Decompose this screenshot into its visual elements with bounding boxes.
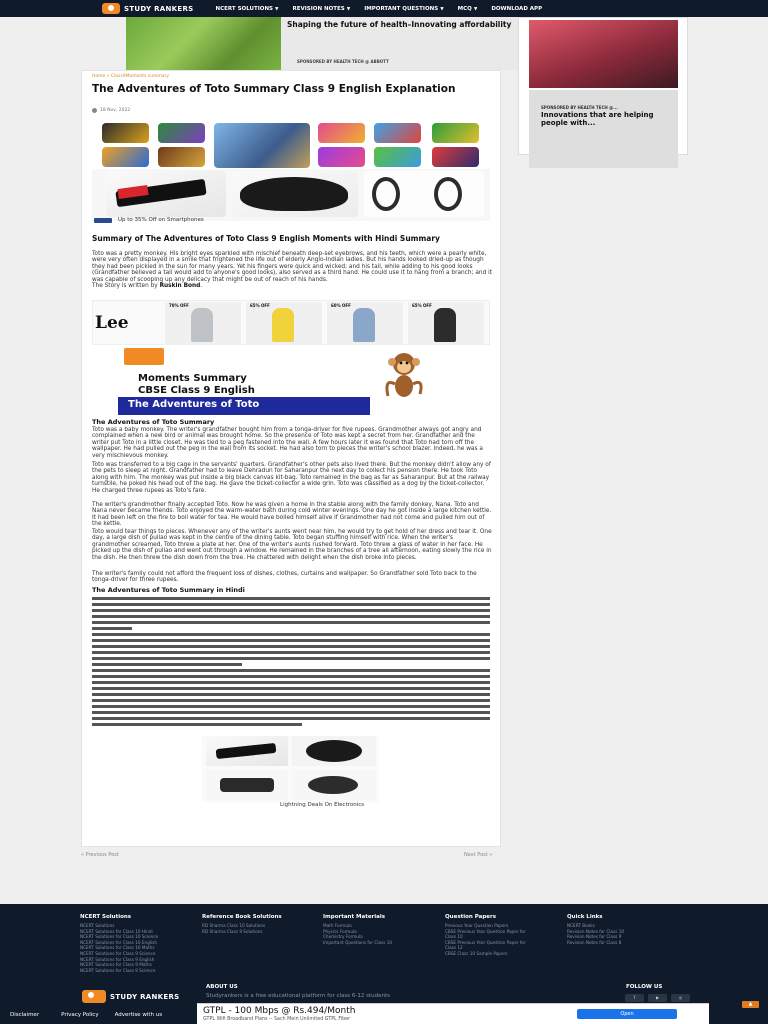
product-ad[interactable] (92, 169, 490, 221)
logo-text: STUDY RANKERS (124, 4, 194, 13)
top-navigation (0, 0, 768, 17)
nav-ncert-solutions[interactable] (216, 6, 279, 12)
disclaimer-link[interactable]: Disclaimer (10, 1012, 40, 1018)
ad-title[interactable]: Shaping the future of health–Innovating affordability (287, 20, 512, 29)
monkey-illustration (382, 348, 426, 404)
privacy-policy-link[interactable]: Privacy Policy (61, 1012, 99, 1018)
discount-badge: 65% OFF (412, 303, 432, 308)
article-card (81, 70, 501, 847)
lee-clothing-ad[interactable] (92, 300, 490, 345)
ad-text-box (529, 90, 678, 168)
sticky-bottom-ad[interactable] (197, 1003, 709, 1024)
footer-heading: Reference Book Solutions (202, 914, 282, 920)
ad-title[interactable]: GTPL - 100 Mbps @ Rs.494/Month (203, 1006, 356, 1016)
date-text: 18 Nov, 2022 (100, 108, 131, 113)
footer-link[interactable]: Chemistry Formula (323, 934, 363, 940)
discount-badge: 60% OFF (331, 303, 351, 308)
game-apps-ad[interactable] (102, 123, 482, 168)
footer-link[interactable]: NCERT Books (567, 923, 595, 928)
breadcrumb[interactable]: Home » Class9Moments summary (92, 74, 170, 79)
site-logo[interactable] (102, 3, 194, 14)
app-tile[interactable] (318, 147, 365, 167)
page-title: The Adventures of Toto Summary Class 9 English Explanation (92, 83, 456, 95)
ad-product (206, 736, 288, 766)
summary-paragraph: Toto was transferred to a big cage in the servants' quarters. Grandfather's other pets also lived there. But the monkey didn't allow any of the pets to sleep at night. Grandfather had to leave Dehradun for Saharanpur the next day to collect his pension there. He took Toto along with him. The monkey was put inside a big black canvas kit-bag. Toto remained in the bag as far as Saharanpur. But at the railway turnstile, he poked his head out of the bag. He gave the ticket-collector a wide grin. Toto was classified as a dog by the ticket-collector. He charged three rupees as Toto's fare. (92, 462, 491, 494)
scroll-to-top-icon[interactable]: ▲ (742, 1001, 759, 1008)
nav-revision-notes[interactable] (293, 6, 351, 12)
ad-image (126, 17, 281, 70)
ad-label[interactable]: Lightning Deals On Electronics (280, 802, 365, 808)
ad-image (529, 20, 678, 88)
footer-link[interactable]: Important Questions for Class 10 (323, 939, 393, 945)
post-date (92, 108, 130, 113)
intro-paragraph (92, 251, 492, 289)
chevron-down-icon: ▼ (440, 6, 444, 12)
footer-link[interactable]: NCERT Solutions for Class 10 Hindi (80, 928, 153, 934)
footer-link[interactable]: CBSE Previous Year Question Paper for (445, 939, 526, 945)
footer-link[interactable]: Physics Formula (323, 928, 357, 934)
ad-sponsor: SPONSORED BY HEALTH TECH @ ABBOTT (297, 59, 389, 64)
footer-link[interactable]: CBSE Previous Year Question Paper for (445, 928, 526, 934)
footer-link[interactable]: Previous Year Question Papers (445, 923, 509, 928)
open-button[interactable]: Open (577, 1009, 677, 1019)
next-post-link[interactable]: Next Post » (464, 852, 493, 858)
ad-sponsor: SPONSORED BY HEALTH TECH @... (541, 105, 618, 110)
ad-product (292, 736, 376, 766)
nav-mcq[interactable] (458, 6, 478, 12)
nav-label: NCERT SOLUTIONS (215, 5, 274, 12)
writer-name: Ruskin Bond (159, 283, 201, 290)
footer-link[interactable]: NCERT Solutions for Class 10 English (80, 939, 157, 945)
footer-link[interactable]: NCERT Solutions for Class 9 English (80, 956, 155, 962)
banner-line3: The Adventures of Toto (128, 399, 260, 410)
logo-text: STUDY RANKERS (110, 992, 180, 1001)
about-heading: ABOUT US (206, 984, 238, 990)
footer-column-reference (202, 914, 282, 934)
ad-title[interactable]: Innovations that are helping people with... (541, 111, 654, 127)
ad-product[interactable] (408, 302, 484, 344)
previous-post-link[interactable]: « Previous Post (81, 852, 119, 858)
shop-logo-icon (94, 218, 112, 223)
chevron-down-icon: ▼ (346, 6, 351, 12)
footer-link[interactable]: Revision Notes for Class 9 (567, 934, 622, 940)
footer-column-quick-links (567, 914, 624, 945)
summary-paragraph: The writer's family could not afford the frequent loss of dishes, clothes, curtains and wallpaper. So Grandfather sold Toto back to the tonga-driver for three rupees. (92, 571, 477, 584)
discount-badge: 70% OFF (169, 303, 189, 308)
advertise-link[interactable]: Advertise with us (114, 1012, 163, 1018)
footer-link[interactable]: RD Sharma Class 9 Solutions (202, 928, 263, 934)
writer-suffix: . (200, 283, 203, 290)
footer-link[interactable]: NCERT Solutions (80, 923, 115, 928)
article-banner (92, 346, 422, 416)
writer-prefix: The Story is written by (92, 283, 160, 290)
app-tile[interactable] (102, 123, 149, 143)
footer-logo[interactable] (82, 990, 180, 1003)
ad-product[interactable] (165, 302, 241, 344)
electronics-ad[interactable] (202, 736, 379, 808)
footer-column-ncert (80, 914, 158, 973)
hindi-summary-text (82, 595, 502, 735)
banner-logo (124, 348, 164, 365)
ad-product (106, 171, 226, 217)
app-tile[interactable] (318, 123, 365, 143)
hindi-summary-title: The Adventures of Toto Summary in Hindi (92, 586, 245, 594)
app-tile[interactable] (432, 123, 479, 143)
nav-label: IMPORTANT QUESTIONS (364, 5, 439, 12)
ad-text (281, 17, 518, 70)
footer-link[interactable]: NCERT Solutions for Class 9 Science (80, 967, 156, 973)
app-tile[interactable] (432, 147, 479, 167)
ad-product[interactable] (246, 302, 322, 344)
footer-column-papers (445, 914, 526, 957)
about-text: Studyrankers is a free educational platform for class 6-12 students (206, 993, 390, 999)
ad-product (232, 171, 358, 217)
footer-heading: Quick Links (567, 914, 603, 920)
footer-link[interactable]: NCERT Solutions for Class 9 Science (80, 950, 156, 956)
instagram-icon[interactable]: ◎ (671, 994, 690, 1002)
intro-text: Toto was a pretty monkey. His bright eyes sparkled with mischief beneath deep-set eyebrows, and his teeth, which were a pearly white, were very often displayed in a smile that frightened the life out of elderly Anglo-Indian ladies. But his hands looked dried-up as though they had been pickled in the sun for many years. Yet his fingers were quick and wicked; and his tail, while adding to his good looks (Grandfather believed a tail would add to anyone's good looks), also served as a third hand. He could use it to hang from a branch; and it was capable of scooping up any delicacy that might be out of reach of his hands. (92, 251, 492, 283)
footer-bottom-links (0, 1006, 200, 1024)
app-tile[interactable] (374, 147, 421, 167)
ad-product (292, 770, 376, 800)
footer-link[interactable]: CBSE Class 10 Sample Papers (445, 950, 508, 956)
ad-product (206, 770, 288, 800)
ad-product[interactable] (327, 302, 403, 344)
footer-column-materials (323, 914, 392, 945)
facebook-icon[interactable]: f (625, 994, 644, 1002)
footer-link[interactable]: Math Formula (323, 923, 352, 928)
app-tile[interactable] (158, 147, 205, 167)
summary-paragraph: The writer's grandmother finally accepted Toto. Now he was given a home in the stable along with the family donkey, Nana. Toto and Nana never became friends. Toto enjoyed the warm-water bath during cold winter evenings. One day he got inside a large kitchen kettle. It had been left on the fire to boil water for tea. He would have boiled himself alive if Grandmother had not come and pulled him out of the kettle. (92, 502, 492, 528)
chevron-down-icon: ▼ (473, 6, 478, 12)
app-tile[interactable] (374, 123, 421, 143)
logo-icon (102, 3, 120, 14)
lee-logo: Lee (95, 313, 129, 333)
summary-paragraph: Toto would tear things to pieces. Whenever any of the writer's aunts went near him, he would try to get hold of her dress and tear it. One day, a large dish of pullao was kept in the centre of the dining table. Toto began stuffing himself with rice. When the writer's grandmother screamed, Toto threw a plate at her. One of the writer's aunts rushed forward. Toto threw a glass of water in her face. He picked up the dish of pullao and went out through a window. He remained in the branches of a tree all afternoon, eating slowly the rice in the dish. He then threw the dish down from the tree. He chattered with delight when the dish broke into pieces. (92, 529, 492, 561)
ad-product (364, 171, 484, 217)
nav-label: REVISION NOTES (292, 5, 345, 12)
app-tile[interactable] (102, 147, 149, 167)
ad-label[interactable]: Up to 35% Off on Smartphones (118, 217, 204, 223)
footer-link[interactable]: Revision Notes for Class 8 (567, 939, 622, 945)
nav-label: MCQ (457, 5, 472, 12)
top-advertisement[interactable] (126, 17, 518, 70)
discount-badge: 65% OFF (250, 303, 270, 308)
clock-icon (92, 108, 97, 113)
summary-heading: Summary of The Adventures of Toto Class 9 English Moments with Hindi Summary (92, 234, 440, 243)
sidebar-advertisement[interactable] (518, 17, 688, 155)
app-tile-large[interactable] (214, 123, 310, 168)
footer-link[interactable]: NCERT Solutions for Class 9 Maths (80, 962, 152, 968)
banner-line2: CBSE Class 9 English (138, 385, 255, 396)
footer-link[interactable]: Class 10 (445, 934, 463, 940)
footer-link[interactable]: Class 12 (445, 945, 463, 951)
summary-paragraph: Toto was a baby monkey. The writer's grandfather bought him from a tonga-driver for five rupees. Grandmother always got angry and complained when a new bird or animal was brought home. So the presence of Toto was kept a secret from her. Grandfather and the writer put Toto in a little closet. He was tied to a peg fastened into the wall. A few hours later it was found that Toto had torn off the wallpaper. He had pulled out the peg in the wall from its socket. He had also torn to pieces the writer's school blazer. Indeed, he was a very mischievous monkey. (92, 427, 483, 459)
footer-link[interactable]: Revision Notes for Class 10 (567, 928, 625, 934)
summary-title: The Adventures of Toto Summary (92, 418, 215, 426)
logo-icon (82, 990, 106, 1003)
follow-heading: FOLLOW US (626, 984, 663, 990)
chevron-down-icon: ▼ (275, 6, 279, 12)
app-tile[interactable] (158, 123, 205, 143)
ad-subtitle: GTPL Wifi Broadband Plans -- Sach Mein Unlimited GTPL Fiber (203, 1017, 351, 1022)
footer-link[interactable]: NCERT Solutions for Class 10 Maths (80, 945, 155, 951)
nav-important-questions[interactable] (364, 6, 443, 12)
footer-heading: Question Papers (445, 914, 496, 920)
footer-heading: Important Materials (323, 914, 386, 920)
footer-heading: NCERT Solutions (80, 914, 132, 920)
footer-link[interactable]: NCERT Solutions for Class 10 Science (80, 934, 159, 940)
nav-download-app[interactable]: DOWNLOAD APP (491, 5, 543, 12)
footer-link[interactable]: RD Sharma Class 10 Solutions (202, 923, 266, 928)
youtube-icon[interactable]: ▶ (648, 994, 667, 1002)
banner-line1: Moments Summary (138, 373, 247, 384)
